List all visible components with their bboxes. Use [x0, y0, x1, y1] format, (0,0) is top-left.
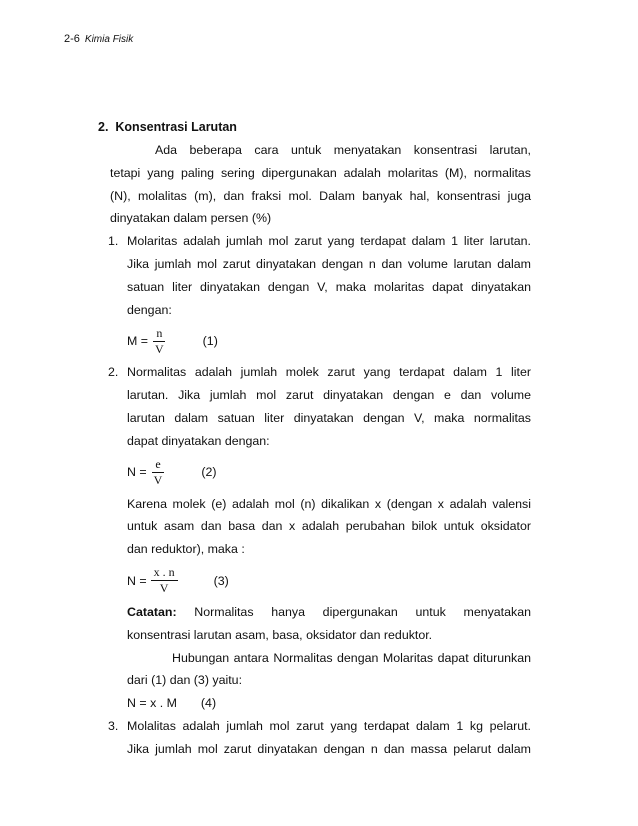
intro-line: Ada beberapa cara untuk menyatakan konsentrasi larutan,: [155, 143, 531, 157]
equation-number: (3): [213, 573, 229, 588]
fraction-denominator: V: [155, 341, 164, 356]
item-line: dengan:: [127, 302, 172, 317]
list-item-molaritas: [110, 230, 531, 321]
formula-normalitas: [110, 453, 531, 493]
list-item-normalitas: [110, 361, 531, 452]
intro-line: (N), molalitas (m), dan fraksi mol. Dalam banyak hal, konsentrasi juga: [110, 188, 531, 203]
equation-number: (2): [201, 465, 217, 480]
section-body: [110, 139, 531, 761]
fraction: [151, 458, 166, 487]
item-line: Karena molek (e) adalah mol (n) dikalikan x (dengan x adalah valensi: [127, 496, 531, 511]
note-text: Normalitas hanya dipergunakan untuk menyatakan: [194, 604, 531, 619]
item-line: Molaritas adalah jumlah mol zarut yang terdapat dalam 1 liter larutan.: [127, 234, 531, 249]
intro-line: tetapi yang paling sering dipergunakan adalah molaritas (M), normalitas: [110, 165, 531, 180]
formula-molaritas: [110, 321, 531, 361]
item-line: dapat dinyatakan dengan:: [127, 433, 270, 448]
list-marker: 1.: [108, 234, 119, 249]
section-title: Konsentrasi Larutan: [115, 120, 237, 134]
fraction-numerator: x . n: [151, 566, 178, 581]
item-line: untuk asam dan basa dan x adalah perubahan bilok untuk oksidator: [127, 519, 531, 534]
equation-number: (1): [202, 333, 218, 348]
fraction-numerator: n: [153, 327, 165, 342]
item-continuation: [110, 493, 531, 561]
item-line: larutan. Jika jumlah mol zarut dinyatakan dengan e dan volume: [127, 388, 531, 403]
book-title: Kimia Fisik: [84, 34, 134, 45]
fraction-numerator: e: [152, 458, 163, 473]
list-item-molalitas: [110, 715, 531, 761]
item-line: Jika jumlah mol zarut dinyatakan dengan n dan massa pelarut dalam: [127, 741, 531, 756]
item-line: Molalitas adalah jumlah mol zarut yang terdapat dalam 1 kg pelarut.: [127, 718, 531, 733]
list-marker: 3.: [108, 718, 119, 733]
note-block: [110, 601, 531, 692]
fraction-denominator: V: [153, 473, 163, 488]
page-number: 2-6: [64, 33, 80, 45]
formula-text: N = x . M: [127, 696, 177, 711]
list-marker: 2.: [108, 365, 119, 380]
section-heading: [98, 120, 237, 134]
formula-lhs: M =: [127, 333, 148, 348]
intro-line: dinyatakan dalam persen (%): [110, 211, 272, 226]
section-number: 2.: [98, 120, 109, 134]
formula-lhs: N =: [127, 573, 147, 588]
item-line: larutan dalam satuan liter dinyatakan dengan V, maka normalitas: [127, 410, 531, 425]
fraction-denominator: V: [159, 581, 169, 596]
equation-number: (4): [200, 696, 217, 711]
fraction: [152, 327, 167, 356]
formula-normalitas-valensi: [110, 561, 531, 601]
fraction: [151, 566, 178, 595]
item-line: satuan liter dinyatakan dengan V, maka molaritas dapat dinyatakan: [127, 279, 531, 294]
note-label: Catatan:: [127, 604, 177, 619]
formula-lhs: N =: [127, 465, 147, 480]
relation-line: dari (1) dan (3) yaitu:: [127, 673, 243, 688]
item-line: Normalitas adalah jumlah molek zarut yang terdapat dalam 1 liter: [127, 365, 531, 380]
item-line: Jika jumlah mol zarut dinyatakan dengan n dan volume larutan dalam: [127, 256, 531, 271]
note-line: konsentrasi larutan asam, basa, oksidator dan reduktor.: [127, 627, 433, 642]
relation-line: Hubungan antara Normalitas dengan Molaritas dapat diturunkan: [172, 650, 531, 665]
formula-relation: [110, 692, 531, 715]
item-line: dan reduktor), maka :: [127, 542, 245, 557]
running-header: [64, 33, 133, 45]
note-line: [127, 601, 531, 624]
